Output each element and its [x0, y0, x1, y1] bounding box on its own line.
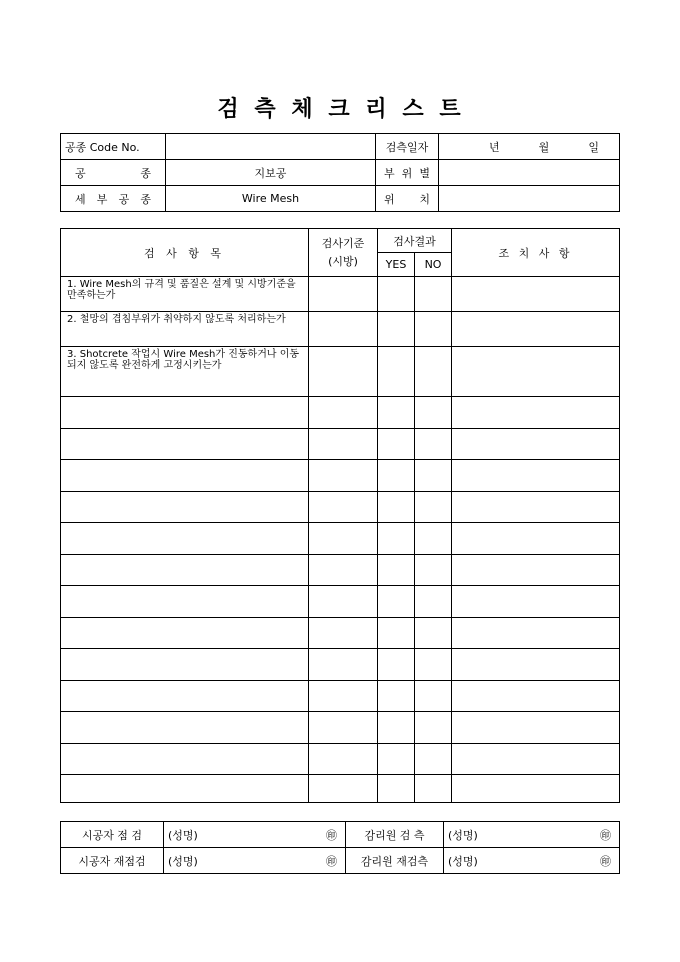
yes-cell[interactable] [378, 618, 415, 649]
seal-mark: ㊞ [600, 828, 611, 842]
contractor-recheck-signature[interactable] [164, 848, 346, 874]
yes-cell[interactable] [378, 460, 415, 492]
empty-row [61, 681, 620, 712]
action-cell[interactable] [452, 649, 620, 681]
yes-cell[interactable] [378, 681, 415, 712]
title-char: 리 [365, 96, 389, 122]
empty-row [61, 649, 620, 681]
signature-table [60, 821, 620, 874]
action-cell[interactable] [452, 775, 620, 803]
location-label: 위 치 [376, 186, 439, 212]
title-char: 스 [402, 96, 426, 122]
criteria-cell[interactable] [309, 744, 378, 775]
item-cell[interactable] [61, 586, 309, 618]
no-cell[interactable] [415, 277, 452, 312]
header-no: NO [415, 253, 452, 277]
supervisor-check-signature[interactable] [444, 822, 620, 848]
action-cell[interactable] [452, 555, 620, 586]
criteria-cell[interactable] [309, 681, 378, 712]
table-row [61, 347, 620, 397]
work-code-value[interactable] [166, 134, 376, 160]
header-item: 검 사 항 목 [61, 229, 309, 277]
item-cell[interactable] [61, 744, 309, 775]
page-title [0, 92, 680, 123]
no-cell[interactable] [415, 681, 452, 712]
action-cell[interactable] [452, 429, 620, 460]
table-row [61, 277, 620, 312]
no-cell[interactable] [415, 712, 452, 744]
empty-row [61, 618, 620, 649]
criteria-cell[interactable] [309, 649, 378, 681]
name-placeholder: (성명) [448, 828, 478, 842]
empty-row [61, 586, 620, 618]
action-cell[interactable] [452, 618, 620, 649]
criteria-cell[interactable] [309, 277, 378, 312]
action-cell[interactable] [452, 460, 620, 492]
empty-row [61, 523, 620, 555]
location-value[interactable] [439, 186, 620, 212]
checklist-table [60, 228, 620, 803]
criteria-cell[interactable] [309, 347, 378, 397]
item-cell[interactable] [61, 555, 309, 586]
criteria-cell[interactable] [309, 492, 378, 523]
criteria-cell[interactable] [309, 460, 378, 492]
yes-cell[interactable] [378, 586, 415, 618]
no-cell[interactable] [415, 618, 452, 649]
date-month: 월 [538, 140, 550, 154]
contractor-recheck-label: 시공자 재점검 [61, 848, 164, 874]
name-placeholder: (성명) [448, 854, 478, 868]
no-cell[interactable] [415, 347, 452, 397]
action-cell[interactable] [452, 681, 620, 712]
no-cell[interactable] [415, 429, 452, 460]
title-char: 측 [254, 96, 278, 122]
action-cell[interactable] [452, 744, 620, 775]
criteria-cell[interactable] [309, 618, 378, 649]
yes-cell[interactable] [378, 555, 415, 586]
title-char: 트 [439, 96, 463, 122]
header-result: 검사결과 [378, 229, 452, 253]
empty-row [61, 397, 620, 429]
empty-row [61, 492, 620, 523]
yes-cell[interactable] [378, 277, 415, 312]
no-cell[interactable] [415, 492, 452, 523]
part-label: 부 위 별 [376, 160, 439, 186]
item-cell[interactable] [61, 775, 309, 803]
table-row [61, 312, 620, 347]
check-item-2: 2. 철망의 겹침부위가 취약하지 않도록 처리하는가 [61, 312, 309, 347]
action-cell[interactable] [452, 523, 620, 555]
criteria-cell[interactable] [309, 712, 378, 744]
check-item-3: 3. Shotcrete 작업시 Wire Mesh가 진동하거나 이동되지 않도록 완전하게 고정시키는가 [61, 347, 309, 397]
no-cell[interactable] [415, 523, 452, 555]
criteria-cell[interactable] [309, 523, 378, 555]
item-cell[interactable] [61, 460, 309, 492]
no-cell[interactable] [415, 555, 452, 586]
inspection-date-label: 검측일자 [376, 134, 439, 160]
work-type-label: 공 종 [61, 160, 166, 186]
inspection-date-value[interactable] [439, 134, 620, 160]
date-day: 일 [588, 140, 599, 154]
item-cell[interactable] [61, 712, 309, 744]
no-cell[interactable] [415, 775, 452, 803]
criteria-cell[interactable] [309, 397, 378, 429]
title-char: 크 [328, 96, 352, 122]
action-cell[interactable] [452, 492, 620, 523]
supervisor-check-label: 감리원 검 측 [346, 822, 444, 848]
header-criteria-line2: (시방) [328, 254, 358, 268]
action-cell[interactable] [452, 312, 620, 347]
sub-work-label: 세 부 공 종 [61, 186, 166, 212]
empty-row [61, 712, 620, 744]
seal-mark: ㊞ [600, 854, 611, 868]
empty-row [61, 775, 620, 803]
supervisor-recheck-label: 감리원 재검측 [346, 848, 444, 874]
work-code-label: 공종 Code No. [61, 134, 166, 160]
no-cell[interactable] [415, 744, 452, 775]
title-char: 체 [291, 96, 315, 122]
header-criteria [309, 229, 378, 277]
action-cell[interactable] [452, 397, 620, 429]
criteria-cell[interactable] [309, 312, 378, 347]
header-action: 조 치 사 항 [452, 229, 620, 277]
item-cell[interactable] [61, 681, 309, 712]
item-cell[interactable] [61, 523, 309, 555]
no-cell[interactable] [415, 586, 452, 618]
yes-cell[interactable] [378, 347, 415, 397]
header-criteria-line1: 검사기준 [321, 236, 365, 250]
yes-cell[interactable] [378, 775, 415, 803]
seal-mark: ㊞ [326, 828, 337, 842]
action-cell[interactable] [452, 586, 620, 618]
check-item-1: 1. Wire Mesh의 규격 및 품질은 설계 및 시방기준을 만족하는가 [61, 277, 309, 312]
yes-cell[interactable] [378, 312, 415, 347]
item-cell[interactable] [61, 618, 309, 649]
yes-cell[interactable] [378, 649, 415, 681]
name-placeholder: (성명) [168, 854, 198, 868]
header-yes: YES [378, 253, 415, 277]
criteria-cell[interactable] [309, 775, 378, 803]
yes-cell[interactable] [378, 429, 415, 460]
item-cell[interactable] [61, 649, 309, 681]
no-cell[interactable] [415, 312, 452, 347]
action-cell[interactable] [452, 712, 620, 744]
empty-row [61, 744, 620, 775]
seal-mark: ㊞ [326, 854, 337, 868]
contractor-check-signature[interactable] [164, 822, 346, 848]
contractor-check-label: 시공자 점 검 [61, 822, 164, 848]
yes-cell[interactable] [378, 523, 415, 555]
criteria-cell[interactable] [309, 429, 378, 460]
part-value[interactable] [439, 160, 620, 186]
criteria-cell[interactable] [309, 586, 378, 618]
empty-row [61, 555, 620, 586]
no-cell[interactable] [415, 649, 452, 681]
info-table [60, 133, 620, 212]
name-placeholder: (성명) [168, 828, 198, 842]
work-type-value[interactable]: 지보공 [166, 160, 376, 186]
item-cell[interactable] [61, 492, 309, 523]
date-year: 년 [489, 140, 500, 154]
no-cell[interactable] [415, 460, 452, 492]
no-cell[interactable] [415, 397, 452, 429]
item-cell[interactable] [61, 397, 309, 429]
empty-row [61, 460, 620, 492]
yes-cell[interactable] [378, 744, 415, 775]
item-cell[interactable] [61, 429, 309, 460]
supervisor-recheck-signature[interactable] [444, 848, 620, 874]
yes-cell[interactable] [378, 712, 415, 744]
yes-cell[interactable] [378, 492, 415, 523]
sub-work-value[interactable]: Wire Mesh [166, 186, 376, 212]
empty-row [61, 429, 620, 460]
title-char: 검 [217, 96, 241, 122]
yes-cell[interactable] [378, 397, 415, 429]
action-cell[interactable] [452, 347, 620, 397]
action-cell[interactable] [452, 277, 620, 312]
criteria-cell[interactable] [309, 555, 378, 586]
